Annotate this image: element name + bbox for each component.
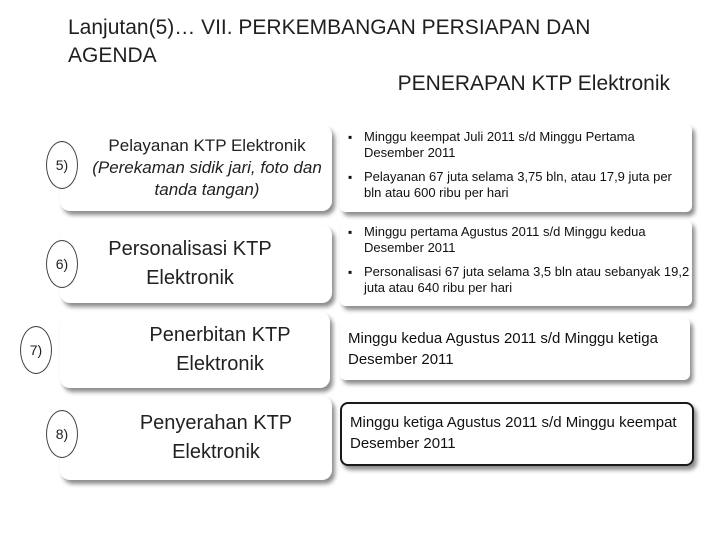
schedule-8-text: Minggu ketiga Agustus 2011 s/d Minggu keempat Desember 2011 xyxy=(350,414,677,452)
step-number-7: 7) xyxy=(20,326,52,374)
activity-box-5 xyxy=(60,125,332,211)
schedule-6-bullet-2: ▪ Personalisasi 67 juta selama 3,5 bln atau sebanyak 19,2 juta atau 640 ribu per hari xyxy=(340,264,692,296)
activity-box-8 xyxy=(60,396,332,480)
activity-8-title: Penyerahan KTP Elektronik xyxy=(139,412,293,463)
activity-6-title: Personalisasi KTP Elektronik xyxy=(108,238,272,289)
activity-5-subtitle: (Perekaman sidik jari, foto dan tanda tangan) xyxy=(92,158,322,199)
step-number-6: 6) xyxy=(46,240,78,288)
slide-title xyxy=(60,14,670,98)
activity-7-title: Penerbitan KTP Elektronik xyxy=(149,324,291,375)
schedule-6-bullet-1: ▪ Minggu pertama Agustus 2011 s/d Minggu kedua Desember 2011 xyxy=(340,224,692,256)
schedule-box-6 xyxy=(340,220,692,306)
schedule-box-7 xyxy=(340,318,690,380)
activity-box-7 xyxy=(60,312,330,388)
title-line-2: PENERAPAN KTP Elektronik xyxy=(397,72,670,95)
schedule-box-5 xyxy=(340,124,692,212)
title-line-1: Lanjutan(5)… VII. PERKEMBANGAN PERSIAPAN DAN AGENDA xyxy=(68,16,591,67)
schedule-5-bullet-2: ▪ Pelayanan 67 juta selama 3,75 bln, atau 17,9 juta per bln atau 600 ribu per hari xyxy=(340,169,692,201)
activity-box-6 xyxy=(60,225,332,303)
activity-5-title: Pelayanan KTP Elektronik xyxy=(108,136,306,155)
schedule-box-8 xyxy=(340,402,694,466)
step-number-5: 5) xyxy=(46,141,78,189)
step-number-8: 8) xyxy=(46,410,78,458)
schedule-7-text: Minggu kedua Agustus 2011 s/d Minggu ketiga Desember 2011 xyxy=(348,330,658,368)
schedule-5-bullet-1: ▪ Minggu keempat Juli 2011 s/d Minggu Pertama Desember 2011 xyxy=(340,129,692,161)
